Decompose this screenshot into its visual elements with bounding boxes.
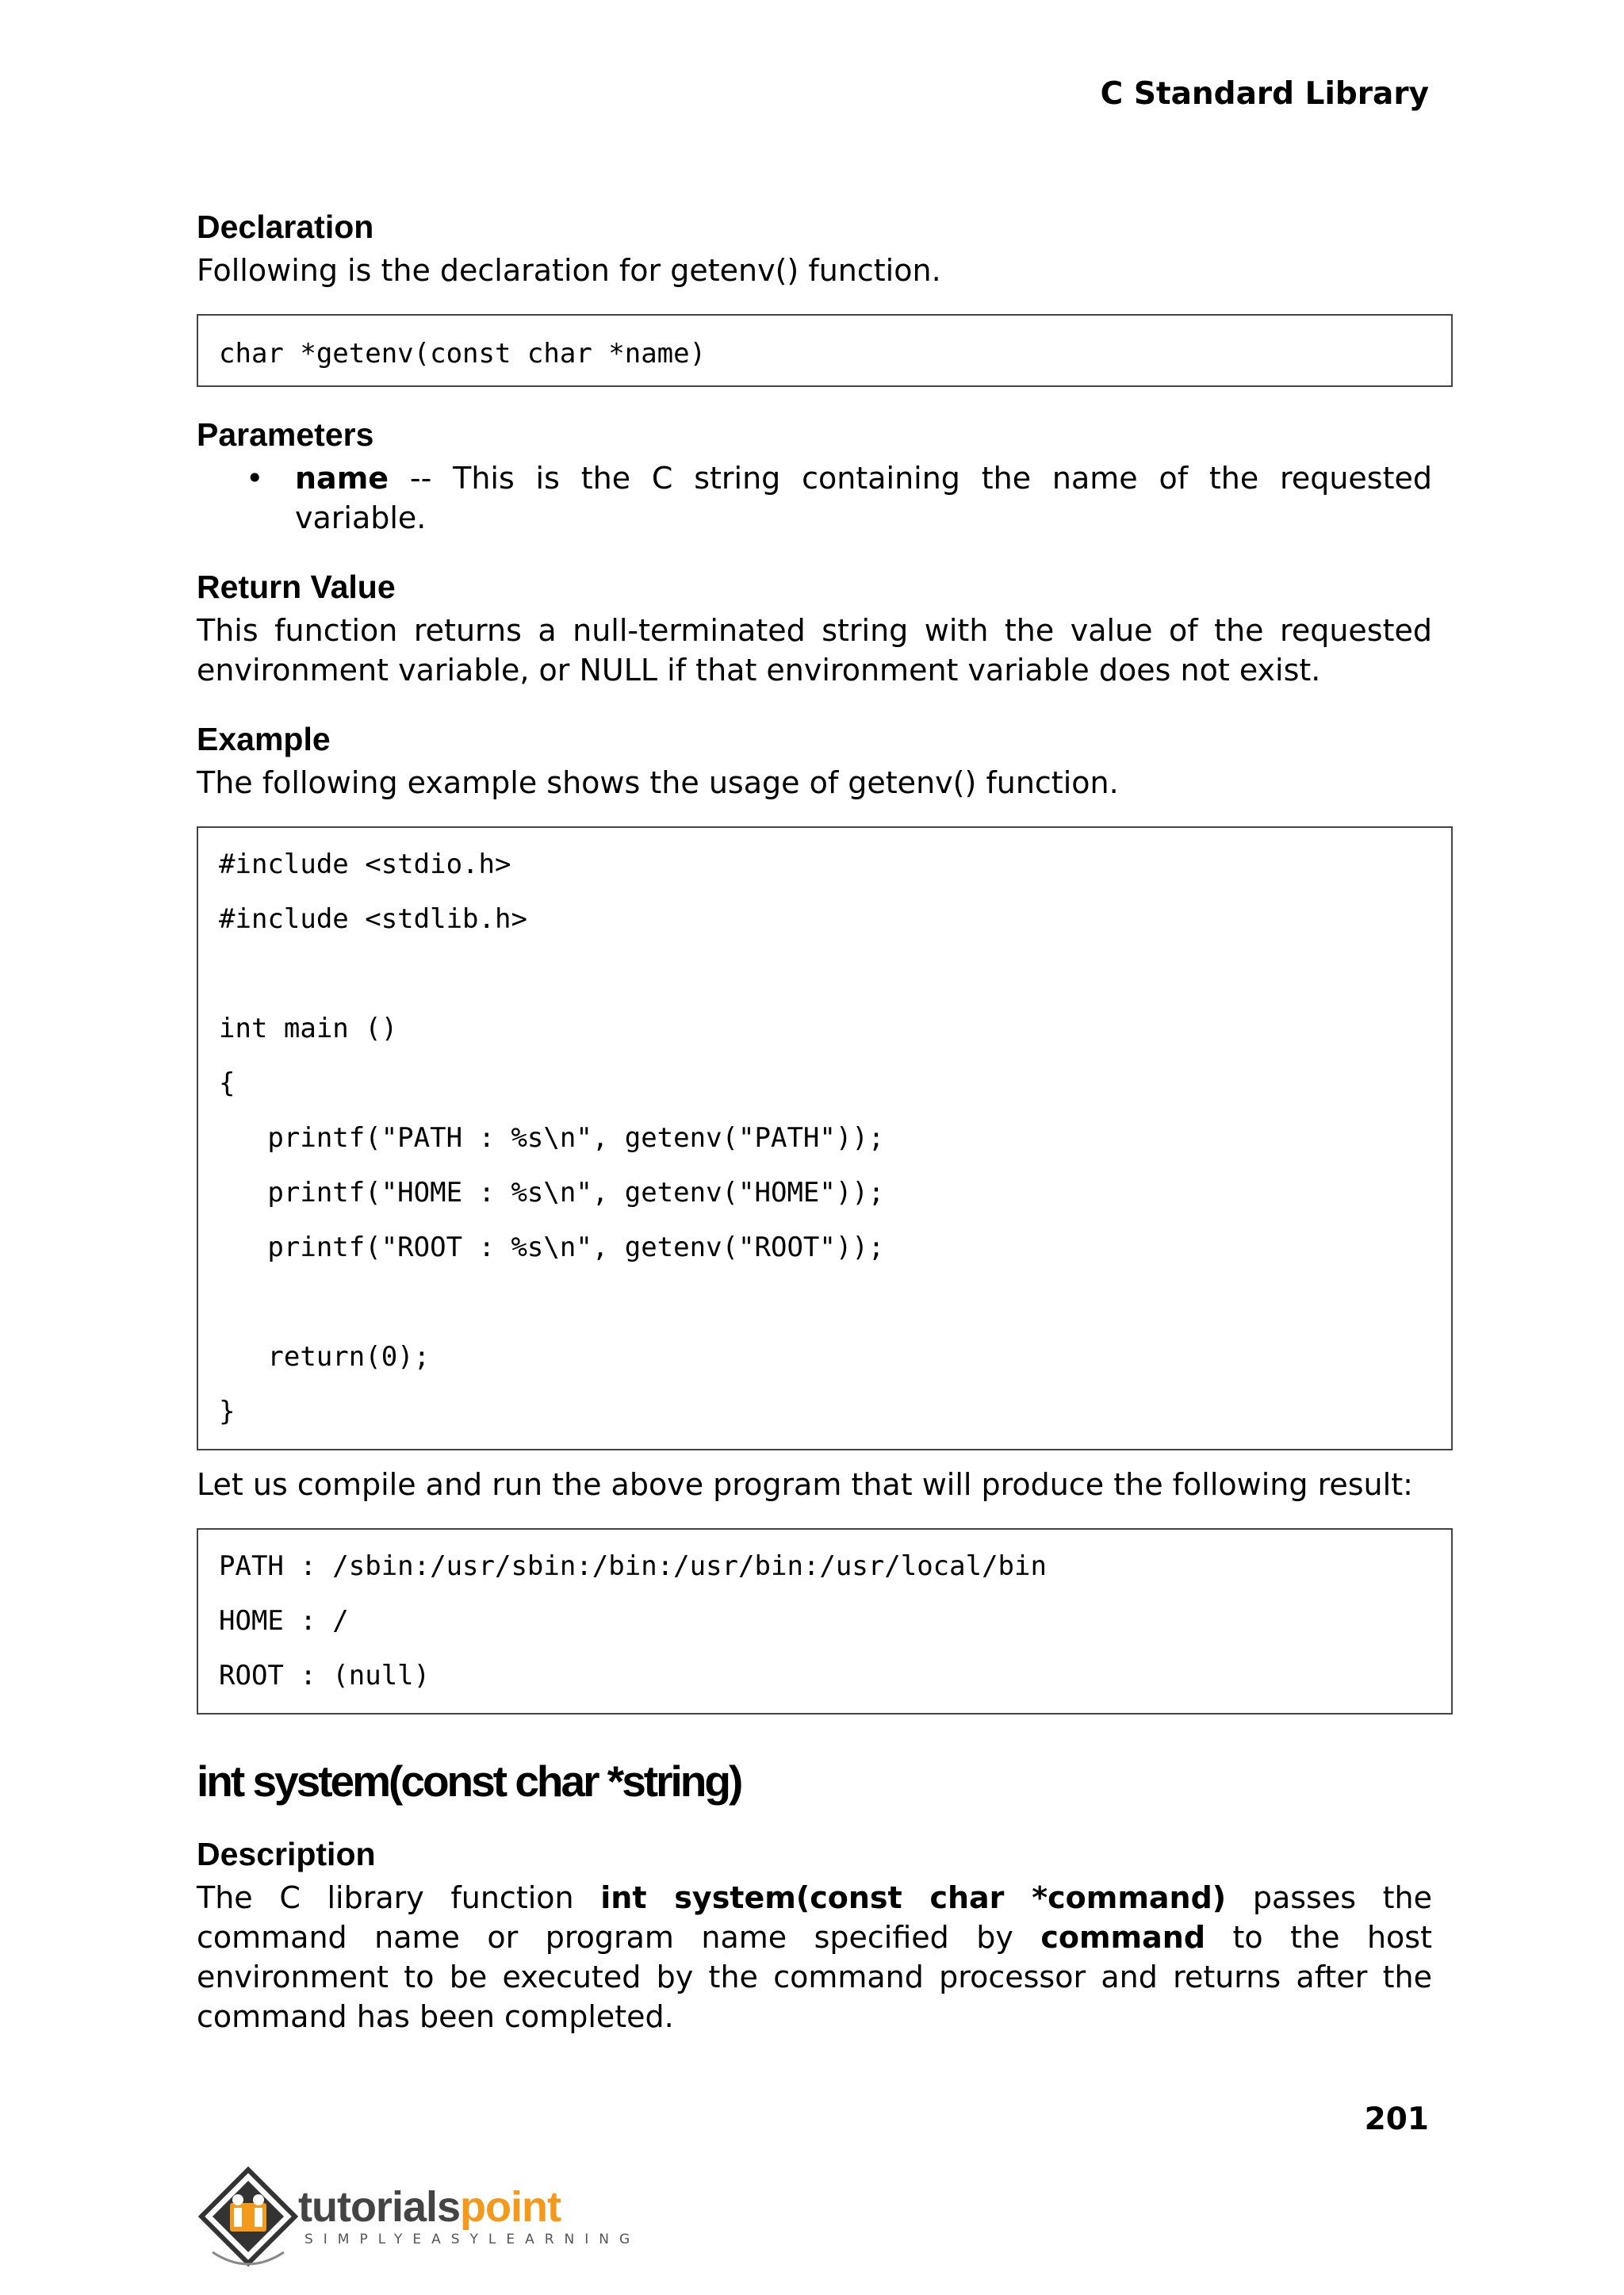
logo-emblem-icon bbox=[197, 2165, 300, 2268]
bullet-icon: • bbox=[246, 461, 264, 496]
declaration-code-block: char *getenv(const char *name) bbox=[197, 314, 1453, 387]
page-content bbox=[197, 203, 1432, 2036]
return-value-text: This function returns a null-terminated string with the value of the requested environment variable, or NULL if that environment variable does not exist. bbox=[197, 613, 1432, 688]
logo-tagline: SIMPLYEASYLEARNING bbox=[304, 2232, 641, 2247]
output-code-block: PATH : /sbin:/usr/sbin:/bin:/usr/bin:/usr/local/bin HOME : / ROOT : (null) bbox=[197, 1528, 1453, 1715]
declaration-intro: Following is the declaration for getenv() function. bbox=[197, 253, 941, 288]
parameter-text bbox=[295, 458, 1432, 538]
example-intro: The following example shows the usage of getenv() function. bbox=[197, 765, 1119, 800]
description-part2: passes the command name or program name specified by bbox=[197, 1880, 1433, 1955]
parameters-heading: Parameters bbox=[197, 416, 374, 453]
result-intro: Let us compile and run the above program that will produce the following result: bbox=[197, 1467, 1413, 1502]
example-heading: Example bbox=[197, 721, 331, 757]
return-value-heading: Return Value bbox=[197, 569, 396, 605]
description-bold-signature: int system(const char *command) bbox=[600, 1880, 1227, 1915]
parameter-item bbox=[197, 458, 1432, 538]
description-heading: Description bbox=[197, 1836, 376, 1872]
description-part3: to the host environment to be executed by the command processor and returns after the command has been completed. bbox=[197, 1920, 1432, 2034]
parameter-description: -- This is the C string containing the name of the requested variable. bbox=[295, 461, 1432, 535]
description-text bbox=[197, 1878, 1432, 2036]
description-part1: The C library function bbox=[197, 1880, 601, 1915]
logo-wordmark: tutorialspoint bbox=[298, 2183, 561, 2231]
description-bold-command: command bbox=[1040, 1920, 1206, 1955]
running-header: C Standard Library bbox=[1100, 76, 1429, 112]
page-number: 201 bbox=[1364, 2102, 1429, 2137]
declaration-heading: Declaration bbox=[197, 209, 374, 245]
tutorialspoint-logo bbox=[197, 2165, 641, 2276]
system-function-title: int system(const char *string) bbox=[197, 1757, 741, 1806]
example-code-block: #include <stdio.h> #include <stdlib.h> int main () { printf("PATH : %s\n", getenv("PATH")); printf("HOME : %s\n", getenv("HOME")); printf("ROOT : %s\n", getenv("ROOT")); return(0); } bbox=[197, 826, 1453, 1450]
parameter-name: name bbox=[295, 461, 389, 496]
